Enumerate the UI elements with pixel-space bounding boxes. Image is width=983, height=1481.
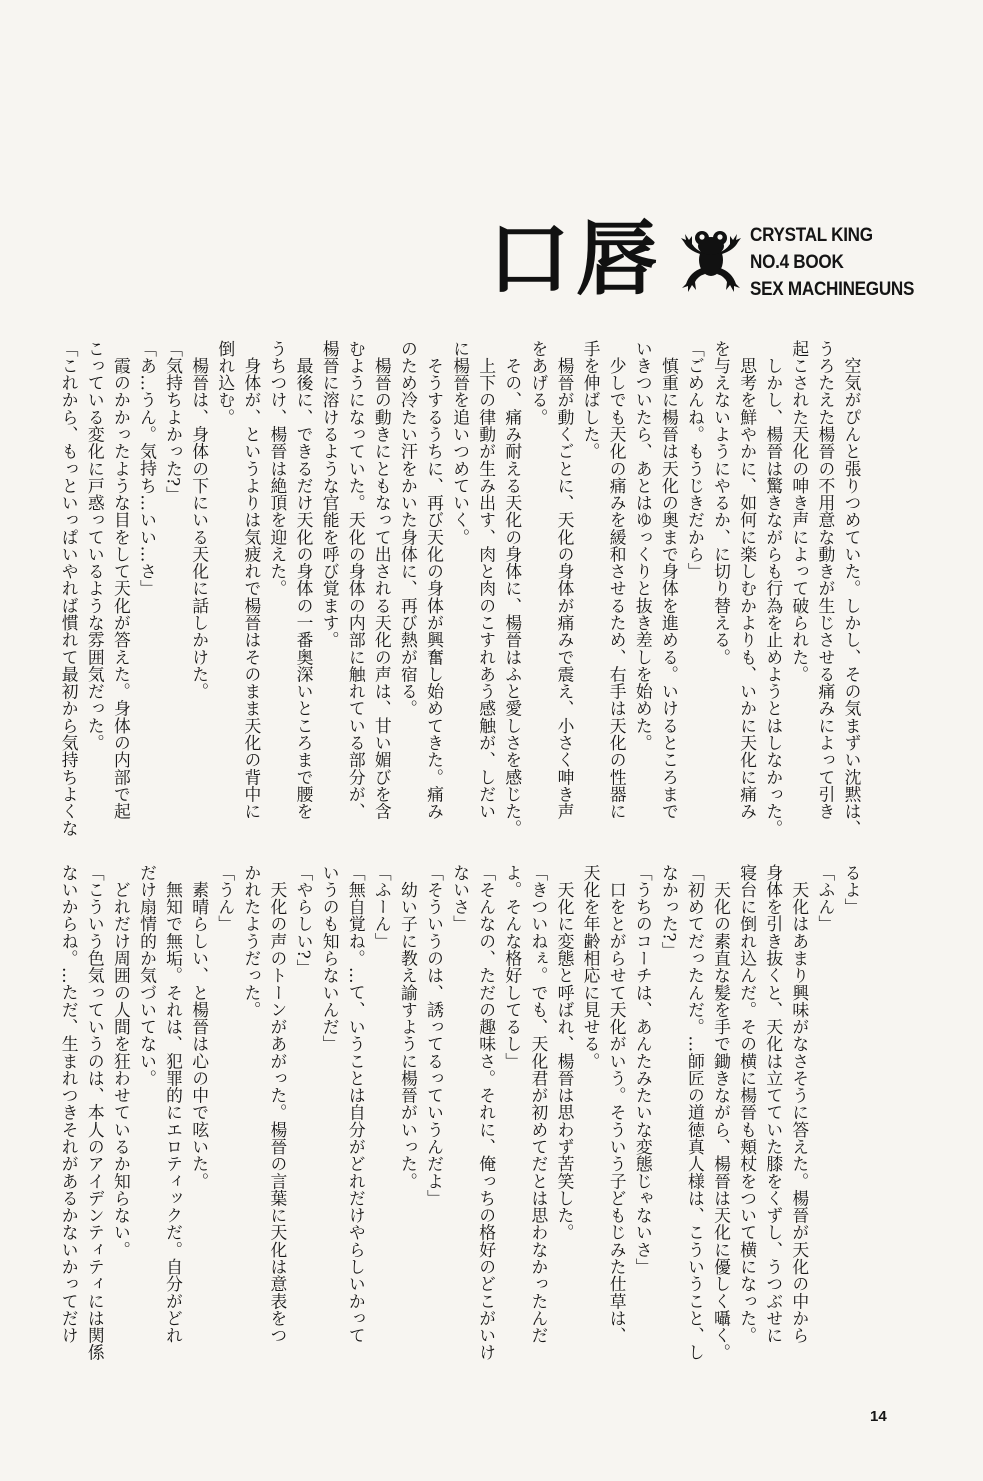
series-line-3: SEX MACHINEGUNS <box>750 279 915 300</box>
series-info <box>750 222 914 303</box>
text-block-upper: 空気がぴんと張りつめていた。しかし、その気まずい沈黙は、 うろたえた楊晉の不用意な動きが生じさせる痛みによって引き 起こされた天化の呻き声によって破られた。 しかし、楊晉は驚きながらも行為を止めようとはしなかった。 思考を鮮やかに、如何に楽しむかよりも、いかに天化に痛み を与えないようにやるか、に切り替える。 「ごめんね。もうじきだから」 慎重に楊晉は天化の奥まで身体を進める。いけるところまで いきついたら、あとはゆっくりと抜き差しを始めた。 少しでも天化の痛みを緩和させるため、右手は天化の性器に 手を伸ばした。 楊晉が動くごとに、天化の身体が痛みで震え、小さく呻き声 をあげる。 その、痛み耐える天化の身体に、楊晉はふと愛しさを感じた。 上下の律動が生み出す、肉と肉のこすれあう感触が、しだい に楊晉を追いつめていく。 そうするうちに、再び天化の身体が興奮し始めてきた。痛み のため冷たい汗をかいた身体に、再び熱が宿る。 楊晉の動きにともなって出される天化の声は、甘い媚びを含 むようになっていた。天化の身体の内部に触れている部分が、 楊晉に溶けるような官能を呼び覚ます。 最後に、できるだけ天化の身体の一番奥深いところまで腰を うちつけ、楊晉は絶頂を迎えた。 身体が、というよりは気疲れで楊晉はそのまま天化の背中に 倒れ込む。 楊晉は、身体の下にいる天化に話しかけた。 「気持ちよかった?」 「あ…うん。気持ち…いい…さ」 霞のかかったような目をして天化が答えた。身体の内部で起 こっている変化に戸惑っているような雰囲気だった。 「これから、もっといっぱいやれば慣れて最初から気持ちよくな <box>59 340 862 838</box>
text-block-lower: るよ」 「ふん」 天化はあまり興味がなさそうに答えた。楊晉が天化の中から 身体を引き抜くと、天化は立てていた膝をくずし、うつぶせに 寝台に倒れ込んだ。その横に楊晉も頬杖をついて横になった。 天化の素直な髪を手で鋤きながら、楊晉は天化に優しく囁く。 「初めてだったんだ。…師匠の道徳真人様は、こういうこと、し なかった?」 「うちのコーチは、あんたみたいな変態じゃないさ」 口をとがらせて天化がいう。そういう子どもじみた仕草は、 天化を年齢相応に見せる。 天化に変態と呼ばれ、楊晉は思わず苦笑した。 「きついねぇ。でも、天化君が初めてだとは思わなかったんだ よ。そんな格好してるし」 「そんなの、ただの趣味さ。それに、俺っちの格好のどこがいけ ないさ」 「そういうのは、誘ってるっていうんだよ」 幼い子に教え諭すように楊晉がいった。 「ふーん」 「無自覚ね。…て、いうことは自分がどれだけやらしいかって いうのも知らないんだ」 「やらしい?」 天化の声のトーンがあがった。楊晉の言葉に天化は意表をつ かれたようだった。 「うん」 素晴らしい、と楊晉は心の中で呟いた。 無知で無垢。それは、犯罪的にエロティックだ。自分がどれ だけ扇情的か気づいてない。 どれだけ周囲の人間を狂わせているか知らない。 「こういう色気っていうのは、本人のアイデンティティには関係 ないからね。…ただ、生まれつきそれがあるかないかってだけ <box>59 864 862 1362</box>
title-block <box>488 212 958 322</box>
series-line-1: CRYSTAL KING <box>750 225 873 246</box>
page-number: 14 <box>870 1408 887 1425</box>
frog-icon <box>680 224 742 296</box>
series-line-2: NO.4 BOOK <box>750 252 844 273</box>
page-title: 口唇 <box>488 212 665 307</box>
